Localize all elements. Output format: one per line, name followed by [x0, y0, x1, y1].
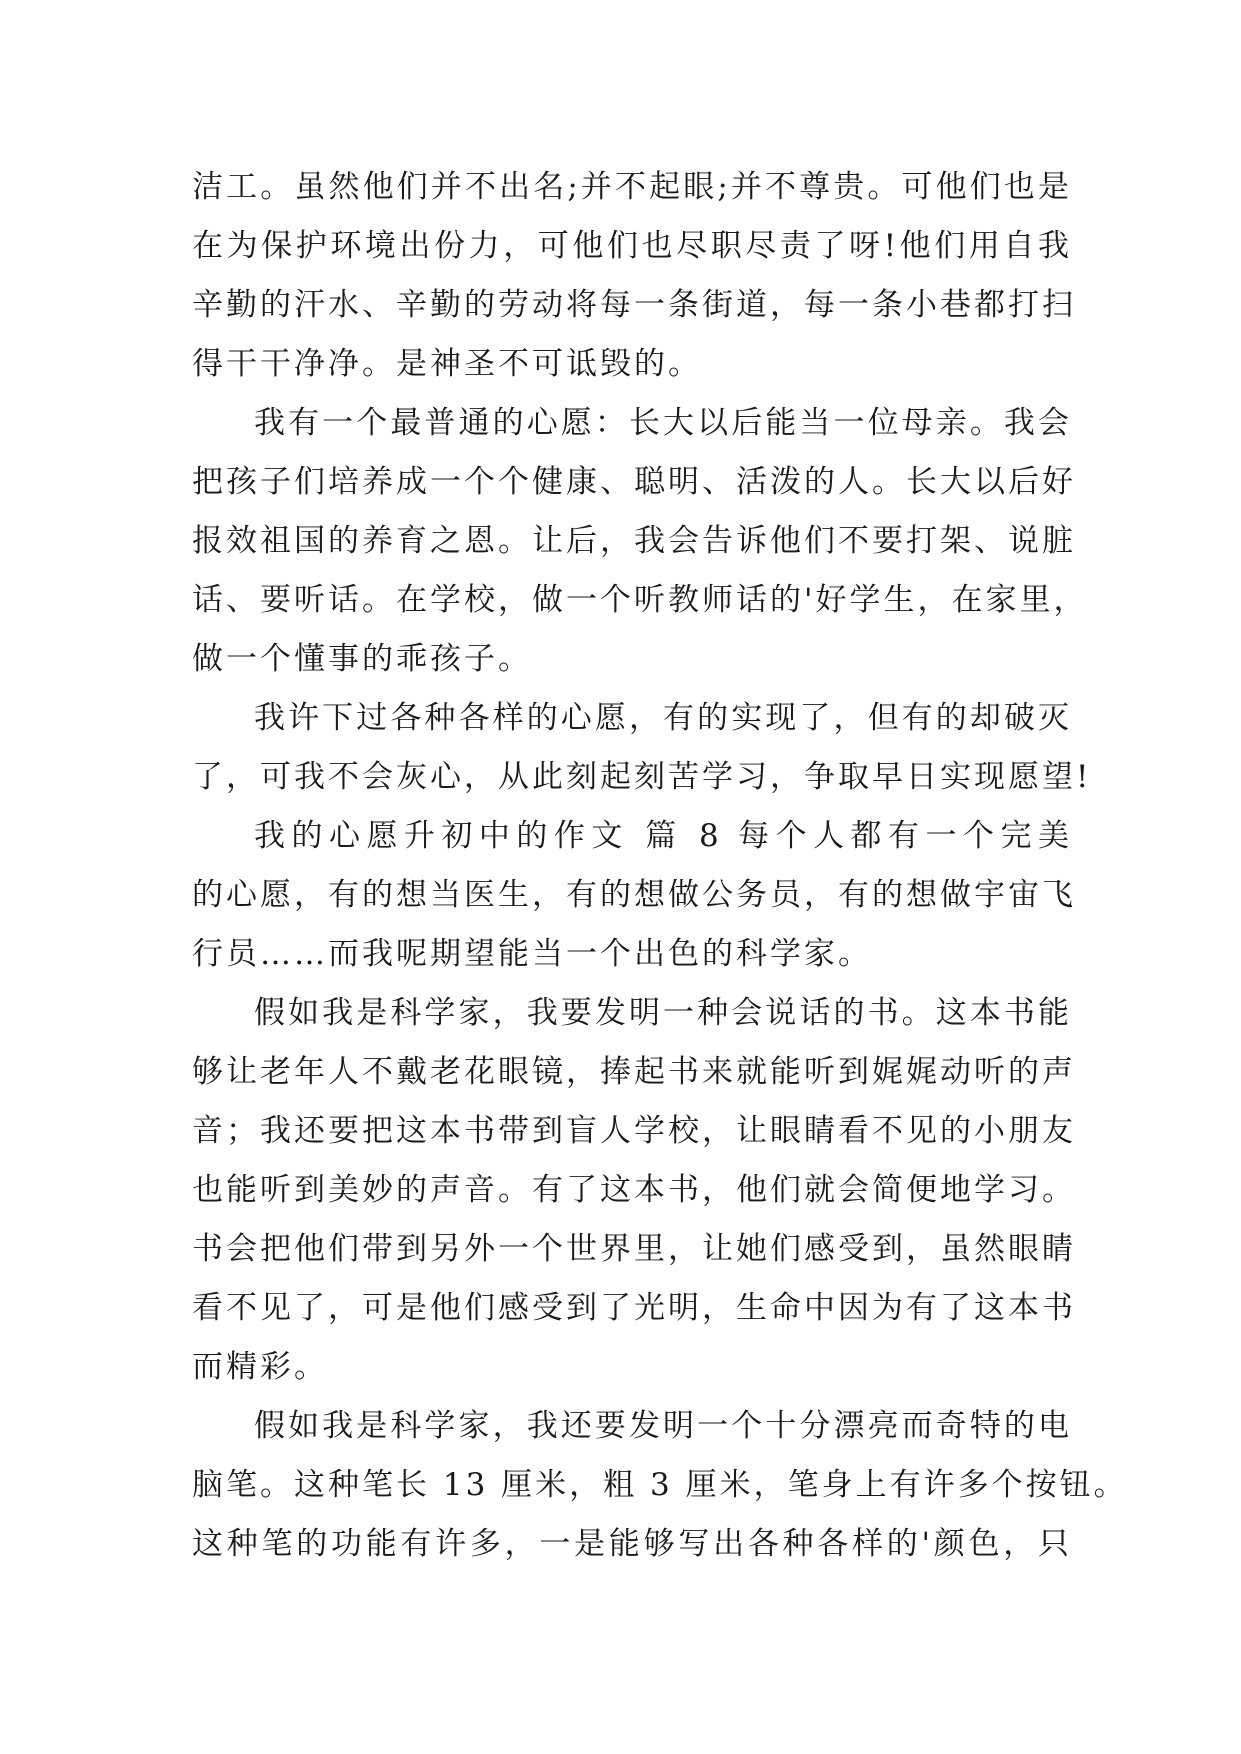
text-line: 辛勤的汗水、辛勤的劳动将每一条街道，每一条小巷都打扫	[192, 287, 1076, 323]
text-line: 书会把他们带到另外一个世界里，让她们感受到，虽然眼睛	[192, 1231, 1076, 1267]
text-line: 假如我是科学家，我还要发明一个十分漂亮而奇特的电	[254, 1408, 1072, 1444]
body-text	[192, 158, 1128, 1574]
text-line: 行员……而我呢期望能当一个出色的科学家。	[192, 936, 872, 972]
text-line: 做一个懂事的乖孩子。	[192, 641, 532, 677]
text-line: 这种笔的功能有许多，一是能够写出各种各样的'颜色，只	[192, 1526, 1072, 1562]
text-line: 把孩子们培养成一个个健康、聪明、活泼的人。长大以后好	[192, 464, 1076, 500]
text-line: 在为保护环境出份力，可他们也尽职尽责了呀!他们用自我	[192, 228, 1072, 264]
text-line: 得干干净净。是神圣不可诋毁的。	[192, 346, 702, 382]
text-line: 我许下过各种各样的心愿，有的实现了，但有的却破灭	[254, 700, 1072, 736]
text-line: 音；我还要把这本书带到盲人学校，让眼睛看不见的小朋友	[192, 1113, 1076, 1149]
text-line: 假如我是科学家，我要发明一种会说话的书。这本书能	[254, 995, 1072, 1031]
text-line: 而精彩。	[192, 1349, 328, 1385]
text-line: 话、要听话。在学校，做一个听教师话的'好学生，在家里，	[192, 582, 1088, 618]
text-line: 我有一个最普通的心愿：长大以后能当一位母亲。我会	[254, 405, 1072, 441]
text-line: 报效祖国的养育之恩。让后，我会告诉他们不要打架、说脏	[192, 523, 1076, 559]
text-line: 够让老年人不戴老花眼镜，捧起书来就能听到娓娓动听的声	[192, 1054, 1076, 1090]
text-line: 我的心愿升初中的作文 篇 8 每个人都有一个完美	[254, 818, 1072, 854]
text-line: 看不见了，可是他们感受到了光明，生命中因为有了这本书	[192, 1290, 1076, 1326]
text-line: 了，可我不会灰心，从此刻起刻苦学习，争取早日实现愿望!	[192, 759, 1092, 795]
text-line: 洁工。虽然他们并不出名;并不起眼;并不尊贵。可他们也是	[192, 169, 1072, 205]
text-line: 脑笔。这种笔长 13 厘米，粗 3 厘米，笔身上有许多个按钮。	[192, 1467, 1128, 1503]
text-line: 的心愿，有的想当医生，有的想做公务员，有的想做宇宙飞	[192, 877, 1076, 913]
text-line: 也能听到美妙的声音。有了这本书，他们就会简便地学习。	[192, 1172, 1076, 1208]
